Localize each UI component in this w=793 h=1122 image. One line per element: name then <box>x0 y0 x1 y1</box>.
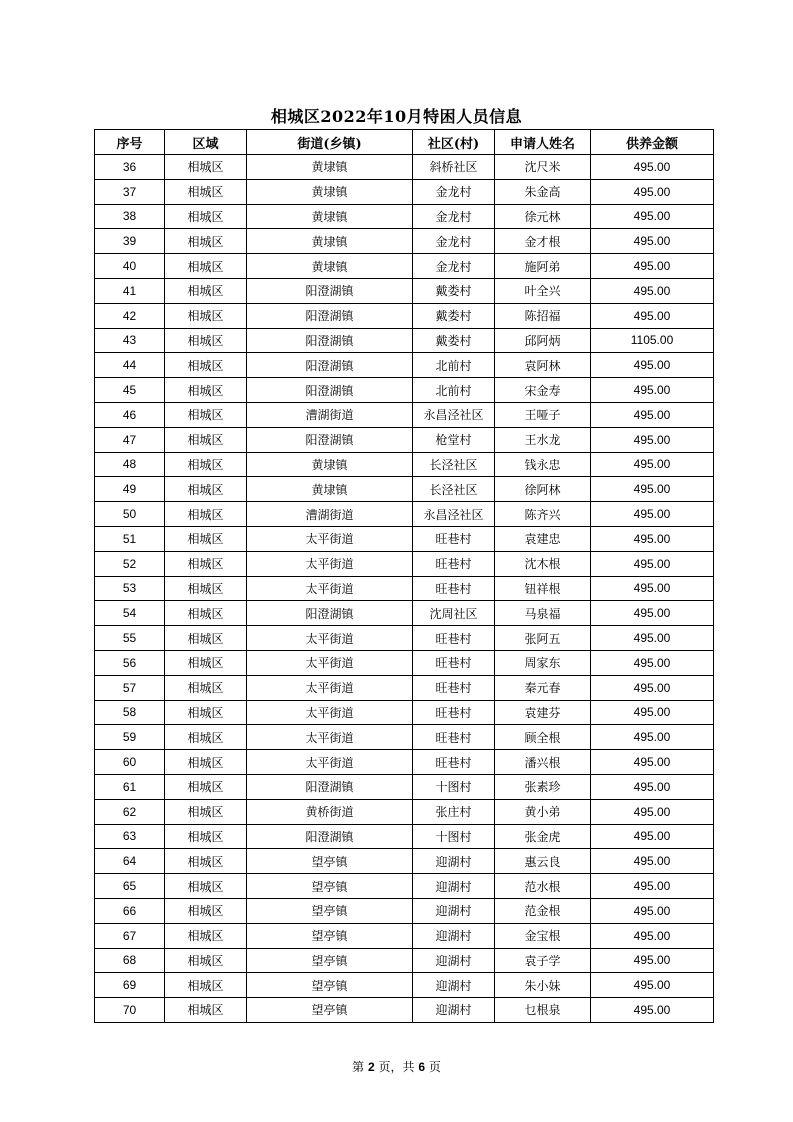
cell-amount: 1105.00 <box>591 328 714 353</box>
table-row <box>95 750 714 775</box>
cell-region: 相城区 <box>165 278 247 303</box>
cell-community: 旺巷村 <box>413 526 495 551</box>
cell-amount: 495.00 <box>591 551 714 576</box>
cell-applicant: 陈齐兴 <box>495 502 591 527</box>
cell-region: 相城区 <box>165 204 247 229</box>
cell-region: 相城区 <box>165 948 247 973</box>
header-street: 街道(乡镇) <box>247 130 413 155</box>
cell-amount: 495.00 <box>591 477 714 502</box>
cell-region: 相城区 <box>165 799 247 824</box>
cell-region: 相城区 <box>165 626 247 651</box>
cell-street: 黄埭镇 <box>247 229 413 254</box>
cell-community: 旺巷村 <box>413 675 495 700</box>
table-row <box>95 675 714 700</box>
cell-applicant: 秦元春 <box>495 675 591 700</box>
cell-street: 黄埭镇 <box>247 254 413 279</box>
cell-street: 望亭镇 <box>247 948 413 973</box>
cell-amount: 495.00 <box>591 601 714 626</box>
cell-applicant: 马泉福 <box>495 601 591 626</box>
cell-region: 相城区 <box>165 601 247 626</box>
cell-amount: 495.00 <box>591 774 714 799</box>
table-row <box>95 229 714 254</box>
cell-community: 长泾社区 <box>413 477 495 502</box>
cell-amount: 495.00 <box>591 526 714 551</box>
cell-community: 迎湖村 <box>413 948 495 973</box>
table-row <box>95 774 714 799</box>
cell-index: 69 <box>95 973 165 998</box>
cell-street: 漕湖街道 <box>247 402 413 427</box>
table-row <box>95 155 714 180</box>
cell-community: 十图村 <box>413 774 495 799</box>
cell-community: 迎湖村 <box>413 973 495 998</box>
cell-street: 阳澄湖镇 <box>247 328 413 353</box>
cell-amount: 495.00 <box>591 179 714 204</box>
cell-index: 52 <box>95 551 165 576</box>
cell-community: 金龙村 <box>413 254 495 279</box>
cell-region: 相城区 <box>165 650 247 675</box>
cell-index: 40 <box>95 254 165 279</box>
table-row <box>95 427 714 452</box>
table-row <box>95 824 714 849</box>
cell-region: 相城区 <box>165 700 247 725</box>
cell-region: 相城区 <box>165 378 247 403</box>
footer-suffix: 页 <box>428 1060 441 1074</box>
table-row <box>95 328 714 353</box>
cell-street: 黄埭镇 <box>247 204 413 229</box>
cell-amount: 495.00 <box>591 353 714 378</box>
cell-community: 迎湖村 <box>413 923 495 948</box>
cell-applicant: 钱永忠 <box>495 452 591 477</box>
cell-applicant: 袁子学 <box>495 948 591 973</box>
cell-community: 旺巷村 <box>413 626 495 651</box>
cell-street: 黄桥街道 <box>247 799 413 824</box>
table-row <box>95 254 714 279</box>
cell-region: 相城区 <box>165 849 247 874</box>
cell-applicant: 徐元林 <box>495 204 591 229</box>
cell-community: 旺巷村 <box>413 551 495 576</box>
cell-amount: 495.00 <box>591 849 714 874</box>
cell-region: 相城区 <box>165 526 247 551</box>
cell-index: 51 <box>95 526 165 551</box>
table-row <box>95 303 714 328</box>
cell-amount: 495.00 <box>591 923 714 948</box>
cell-region: 相城区 <box>165 824 247 849</box>
cell-region: 相城区 <box>165 477 247 502</box>
cell-applicant: 朱小妹 <box>495 973 591 998</box>
cell-index: 61 <box>95 774 165 799</box>
cell-amount: 495.00 <box>591 278 714 303</box>
cell-street: 望亭镇 <box>247 874 413 899</box>
cell-street: 太平街道 <box>247 551 413 576</box>
cell-index: 67 <box>95 923 165 948</box>
table-row <box>95 278 714 303</box>
cell-applicant: 王水龙 <box>495 427 591 452</box>
cell-index: 50 <box>95 502 165 527</box>
cell-index: 66 <box>95 898 165 923</box>
cell-amount: 495.00 <box>591 254 714 279</box>
cell-street: 阳澄湖镇 <box>247 378 413 403</box>
cell-applicant: 袁阿林 <box>495 353 591 378</box>
table-row <box>95 526 714 551</box>
cell-street: 阳澄湖镇 <box>247 278 413 303</box>
cell-street: 黄埭镇 <box>247 179 413 204</box>
table-row <box>95 204 714 229</box>
cell-community: 戴娄村 <box>413 278 495 303</box>
data-table <box>94 129 714 1023</box>
table-row <box>95 551 714 576</box>
footer-total-pages: 6 <box>418 1060 426 1074</box>
cell-street: 阳澄湖镇 <box>247 353 413 378</box>
cell-amount: 495.00 <box>591 204 714 229</box>
cell-street: 阳澄湖镇 <box>247 774 413 799</box>
cell-amount: 495.00 <box>591 750 714 775</box>
cell-applicant: 宋金寿 <box>495 378 591 403</box>
cell-community: 枪堂村 <box>413 427 495 452</box>
cell-community: 永昌泾社区 <box>413 502 495 527</box>
header-amount: 供养金额 <box>591 130 714 155</box>
header-community: 社区(村) <box>413 130 495 155</box>
cell-region: 相城区 <box>165 973 247 998</box>
cell-applicant: 张阿五 <box>495 626 591 651</box>
cell-community: 旺巷村 <box>413 750 495 775</box>
header-applicant: 申请人姓名 <box>495 130 591 155</box>
cell-community: 旺巷村 <box>413 700 495 725</box>
page-title: 相城区2022年10月特困人员信息 <box>270 107 523 126</box>
cell-region: 相城区 <box>165 254 247 279</box>
cell-index: 47 <box>95 427 165 452</box>
table-row <box>95 998 714 1023</box>
cell-index: 70 <box>95 998 165 1023</box>
cell-index: 48 <box>95 452 165 477</box>
table-row <box>95 849 714 874</box>
cell-community: 沈周社区 <box>413 601 495 626</box>
cell-applicant: 叶全兴 <box>495 278 591 303</box>
cell-applicant: 袁建芬 <box>495 700 591 725</box>
cell-region: 相城区 <box>165 402 247 427</box>
cell-street: 太平街道 <box>247 526 413 551</box>
cell-amount: 495.00 <box>591 898 714 923</box>
cell-index: 37 <box>95 179 165 204</box>
cell-index: 62 <box>95 799 165 824</box>
cell-street: 黄埭镇 <box>247 155 413 180</box>
cell-applicant: 袁建忠 <box>495 526 591 551</box>
table-row <box>95 477 714 502</box>
cell-index: 49 <box>95 477 165 502</box>
cell-amount: 495.00 <box>591 427 714 452</box>
cell-region: 相城区 <box>165 874 247 899</box>
cell-community: 旺巷村 <box>413 650 495 675</box>
cell-street: 漕湖街道 <box>247 502 413 527</box>
table-row <box>95 874 714 899</box>
cell-amount: 495.00 <box>591 874 714 899</box>
cell-community: 金龙村 <box>413 204 495 229</box>
cell-region: 相城区 <box>165 923 247 948</box>
cell-street: 黄埭镇 <box>247 452 413 477</box>
cell-amount: 495.00 <box>591 725 714 750</box>
cell-street: 太平街道 <box>247 650 413 675</box>
header-index: 序号 <box>95 130 165 155</box>
cell-community: 北前村 <box>413 378 495 403</box>
cell-region: 相城区 <box>165 898 247 923</box>
cell-street: 阳澄湖镇 <box>247 601 413 626</box>
cell-region: 相城区 <box>165 675 247 700</box>
cell-index: 46 <box>95 402 165 427</box>
cell-street: 阳澄湖镇 <box>247 303 413 328</box>
cell-index: 57 <box>95 675 165 700</box>
cell-community: 永昌泾社区 <box>413 402 495 427</box>
cell-amount: 495.00 <box>591 824 714 849</box>
cell-amount: 495.00 <box>591 378 714 403</box>
table-row <box>95 402 714 427</box>
cell-index: 65 <box>95 874 165 899</box>
cell-applicant: 金宝根 <box>495 923 591 948</box>
cell-index: 59 <box>95 725 165 750</box>
header-region: 区域 <box>165 130 247 155</box>
cell-street: 太平街道 <box>247 576 413 601</box>
cell-street: 太平街道 <box>247 626 413 651</box>
cell-region: 相城区 <box>165 750 247 775</box>
cell-region: 相城区 <box>165 502 247 527</box>
cell-amount: 495.00 <box>591 155 714 180</box>
page-footer <box>0 1058 793 1075</box>
table-row <box>95 353 714 378</box>
cell-applicant: 范水根 <box>495 874 591 899</box>
cell-community: 戴娄村 <box>413 303 495 328</box>
table-row <box>95 700 714 725</box>
cell-street: 望亭镇 <box>247 973 413 998</box>
cell-amount: 495.00 <box>591 502 714 527</box>
cell-index: 36 <box>95 155 165 180</box>
cell-index: 56 <box>95 650 165 675</box>
table-row <box>95 923 714 948</box>
cell-index: 64 <box>95 849 165 874</box>
cell-index: 43 <box>95 328 165 353</box>
cell-region: 相城区 <box>165 179 247 204</box>
cell-index: 38 <box>95 204 165 229</box>
cell-street: 太平街道 <box>247 675 413 700</box>
cell-street: 望亭镇 <box>247 923 413 948</box>
cell-amount: 495.00 <box>591 700 714 725</box>
cell-applicant: 张素珍 <box>495 774 591 799</box>
cell-amount: 495.00 <box>591 626 714 651</box>
cell-amount: 495.00 <box>591 303 714 328</box>
table-row <box>95 601 714 626</box>
cell-index: 45 <box>95 378 165 403</box>
cell-region: 相城区 <box>165 576 247 601</box>
cell-applicant: 沈木根 <box>495 551 591 576</box>
cell-index: 58 <box>95 700 165 725</box>
cell-index: 53 <box>95 576 165 601</box>
cell-index: 44 <box>95 353 165 378</box>
cell-applicant: 陈招福 <box>495 303 591 328</box>
cell-street: 太平街道 <box>247 700 413 725</box>
footer-middle: 页，共 <box>378 1060 415 1074</box>
table-row <box>95 626 714 651</box>
cell-region: 相城区 <box>165 774 247 799</box>
header-row <box>95 130 714 155</box>
cell-street: 太平街道 <box>247 750 413 775</box>
table-row <box>95 378 714 403</box>
cell-amount: 495.00 <box>591 452 714 477</box>
cell-region: 相城区 <box>165 452 247 477</box>
cell-community: 金龙村 <box>413 229 495 254</box>
cell-street: 黄埭镇 <box>247 477 413 502</box>
cell-community: 张庄村 <box>413 799 495 824</box>
cell-community: 斜桥社区 <box>413 155 495 180</box>
cell-applicant: 王哑子 <box>495 402 591 427</box>
cell-community: 金龙村 <box>413 179 495 204</box>
table-row <box>95 948 714 973</box>
cell-amount: 495.00 <box>591 229 714 254</box>
cell-street: 太平街道 <box>247 725 413 750</box>
cell-applicant: 张金虎 <box>495 824 591 849</box>
cell-applicant: 周家东 <box>495 650 591 675</box>
cell-community: 迎湖村 <box>413 898 495 923</box>
cell-applicant: 黄小弟 <box>495 799 591 824</box>
cell-region: 相城区 <box>165 998 247 1023</box>
cell-community: 旺巷村 <box>413 725 495 750</box>
cell-community: 北前村 <box>413 353 495 378</box>
cell-amount: 495.00 <box>591 576 714 601</box>
cell-region: 相城区 <box>165 353 247 378</box>
table-row <box>95 179 714 204</box>
cell-amount: 495.00 <box>591 948 714 973</box>
cell-index: 41 <box>95 278 165 303</box>
cell-applicant: 朱金高 <box>495 179 591 204</box>
cell-applicant: 施阿弟 <box>495 254 591 279</box>
cell-community: 迎湖村 <box>413 998 495 1023</box>
cell-index: 63 <box>95 824 165 849</box>
cell-index: 42 <box>95 303 165 328</box>
cell-community: 迎湖村 <box>413 849 495 874</box>
table-row <box>95 973 714 998</box>
cell-index: 55 <box>95 626 165 651</box>
cell-region: 相城区 <box>165 427 247 452</box>
cell-applicant: 惠云良 <box>495 849 591 874</box>
cell-amount: 495.00 <box>591 799 714 824</box>
cell-applicant: 顾全根 <box>495 725 591 750</box>
footer-page-number: 2 <box>367 1060 375 1074</box>
cell-index: 39 <box>95 229 165 254</box>
cell-applicant: 潘兴根 <box>495 750 591 775</box>
cell-street: 望亭镇 <box>247 898 413 923</box>
cell-street: 望亭镇 <box>247 998 413 1023</box>
cell-region: 相城区 <box>165 328 247 353</box>
cell-street: 阳澄湖镇 <box>247 427 413 452</box>
cell-applicant: 乜根泉 <box>495 998 591 1023</box>
cell-amount: 495.00 <box>591 675 714 700</box>
cell-applicant: 沈尺米 <box>495 155 591 180</box>
cell-region: 相城区 <box>165 551 247 576</box>
cell-amount: 495.00 <box>591 998 714 1023</box>
table-row <box>95 502 714 527</box>
cell-community: 迎湖村 <box>413 874 495 899</box>
cell-index: 54 <box>95 601 165 626</box>
cell-amount: 495.00 <box>591 402 714 427</box>
cell-community: 旺巷村 <box>413 576 495 601</box>
table-row <box>95 452 714 477</box>
table-row <box>95 576 714 601</box>
cell-region: 相城区 <box>165 155 247 180</box>
table-row <box>95 898 714 923</box>
cell-amount: 495.00 <box>591 650 714 675</box>
cell-community: 戴娄村 <box>413 328 495 353</box>
cell-region: 相城区 <box>165 725 247 750</box>
cell-applicant: 范金根 <box>495 898 591 923</box>
cell-community: 长泾社区 <box>413 452 495 477</box>
cell-region: 相城区 <box>165 229 247 254</box>
cell-applicant: 邱阿炳 <box>495 328 591 353</box>
cell-index: 68 <box>95 948 165 973</box>
cell-applicant: 钮祥根 <box>495 576 591 601</box>
cell-applicant: 金才根 <box>495 229 591 254</box>
cell-amount: 495.00 <box>591 973 714 998</box>
cell-street: 望亭镇 <box>247 849 413 874</box>
cell-community: 十图村 <box>413 824 495 849</box>
footer-prefix: 第 <box>352 1060 365 1074</box>
table-row <box>95 799 714 824</box>
cell-applicant: 徐阿林 <box>495 477 591 502</box>
table-row <box>95 650 714 675</box>
table-row <box>95 725 714 750</box>
cell-index: 60 <box>95 750 165 775</box>
cell-street: 阳澄湖镇 <box>247 824 413 849</box>
cell-region: 相城区 <box>165 303 247 328</box>
